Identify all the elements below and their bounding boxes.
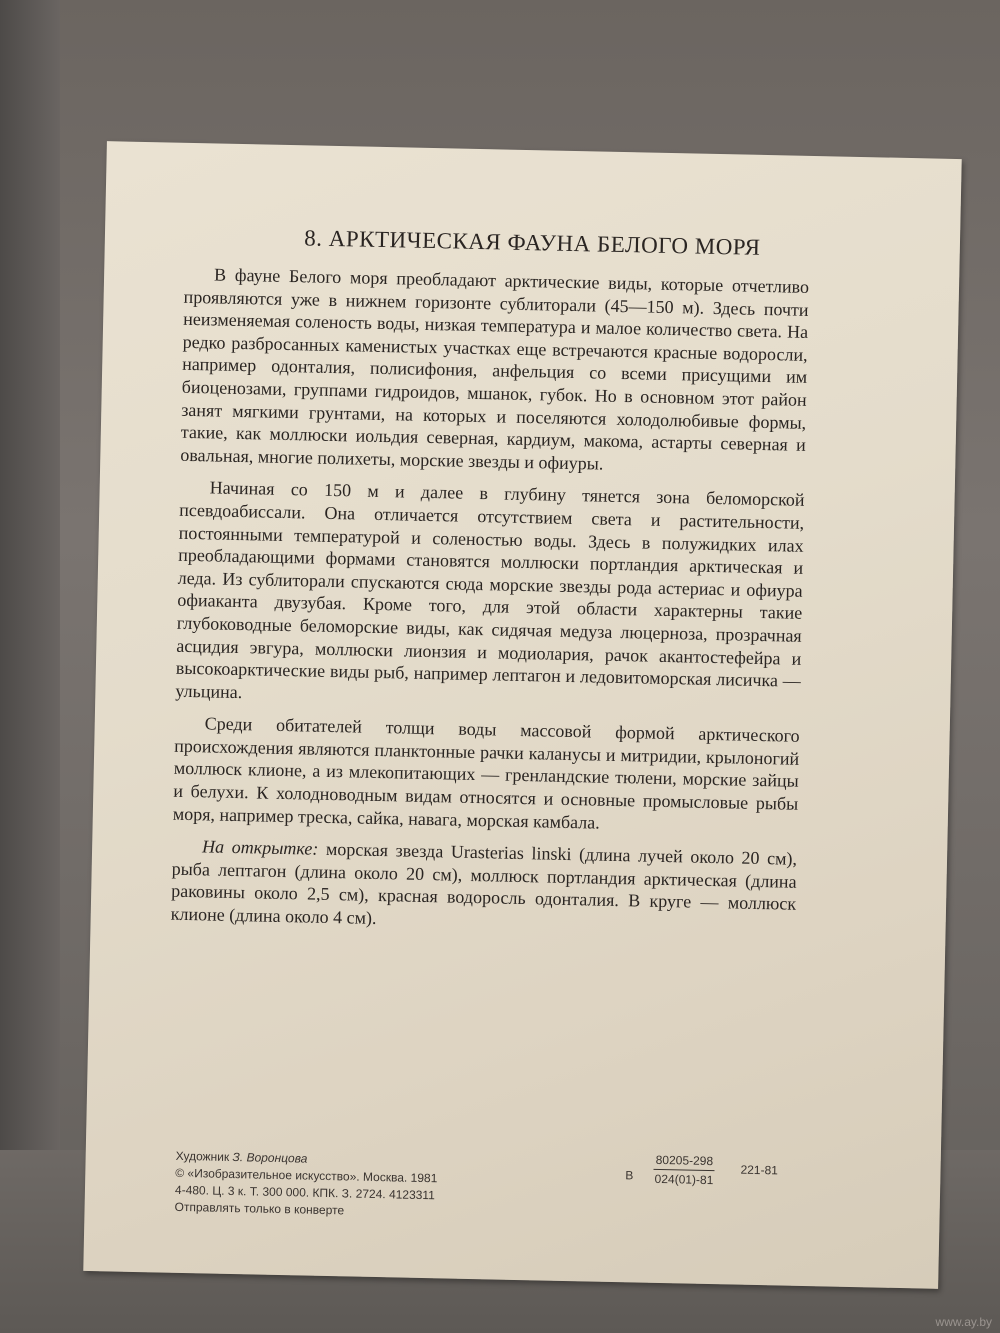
paragraph-2: Начиная со 150 м и далее в глубину тянется зона беломорской псевдоабиссали. Она отличается отсутствием света и растительности, постоянными температурой и соленостью воды. Здесь в полужидких илах преобладающими формами становятся моллюски портландия арктическая и леда. Из сублиторали спускаются сюда морские звезды рода астериас и офиура офиаканта двузубая. Кроме того, для этой области характерны такие глубоководные беломорские виды, как сидячая медуза люцерноза, прозрачная асцидия эвгура, моллюски лионзия и модиолария, рачок акантостефейра и высокоарктические виды рыб, например лептагон и ледовитоморская лисичка — ульцина.	[175, 477, 805, 702]
wall-background	[0, 0, 60, 1333]
catalog-code	[625, 1152, 796, 1188]
card-title: 8. АРКТИЧЕСКАЯ ФАУНА БЕЛОГО МОРЯ	[304, 225, 761, 260]
code-denominator: 024(01)-81	[654, 1171, 714, 1188]
site-watermark: www.ay.by	[935, 1315, 992, 1329]
imprint-block	[174, 1148, 605, 1225]
artist-name: З. Воронцова	[232, 1150, 308, 1166]
mailing-note: Отправлять только в конверте	[174, 1199, 345, 1218]
paragraph-3: Среди обитателей толщи воды массовой формой арктического происхождения являются планктонные рачки каланусы и митридии, крылоногий моллюск клионе, а из млекопитающих — гренландские тюлени, морские зайцы и белухи. К холодноводным видам относятся и основные промысловые рыбы моря, например треска, сайка, навага, морская камбала.	[172, 713, 800, 833]
print-info-line: 4-480. Ц. 3 к. Т. 300 000. КПК. З. 2724. 4123311	[174, 1182, 435, 1203]
postcard-back	[83, 141, 961, 1289]
publisher-line: © «Изобразительное искусство». Москва. 1981	[175, 1165, 438, 1186]
code-suffix: 221-81	[740, 1162, 779, 1178]
caption-note	[171, 835, 798, 938]
code-fraction	[653, 1153, 715, 1187]
code-letter: В	[625, 1168, 634, 1183]
caption-text: морская звезда Urasterias linski (длина лучей около 20 см), рыба лептагон (длина около 20 см), моллюск портландия арктическая (длина раковины около 2,5 см), красная водоросль одонталия. В круге — моллюск клионе (длина около 4 см).	[170, 839, 798, 929]
artist-label: Художник	[175, 1148, 233, 1165]
caption-label: На открытке:	[201, 836, 319, 860]
code-numerator: 80205-298	[654, 1153, 716, 1171]
paragraph-1: В фауне Белого моря преобладают арктические виды, которые отчетливо проявляются уже в нижнем горизонте сублиторали (45—150 м). Здесь почти неизменяемая соленость воды, низкая температура и малое количество света. На редко разбросанных каменистых участках еще встречаются красные водоросли, например одонталия, полисифония, анфельция со всеми присущими им биоценозами, группами гидроидов, мшанок, губок. Но в основном этот район занят мягкими грунтами, на которых и поселяются холодолюбивые формы, такие, как моллюски иольдия северная, кардиум, макома, астарты северная и овальная, многие полихеты, морские звезды и офиуры.	[180, 264, 810, 474]
body-text	[170, 263, 809, 949]
